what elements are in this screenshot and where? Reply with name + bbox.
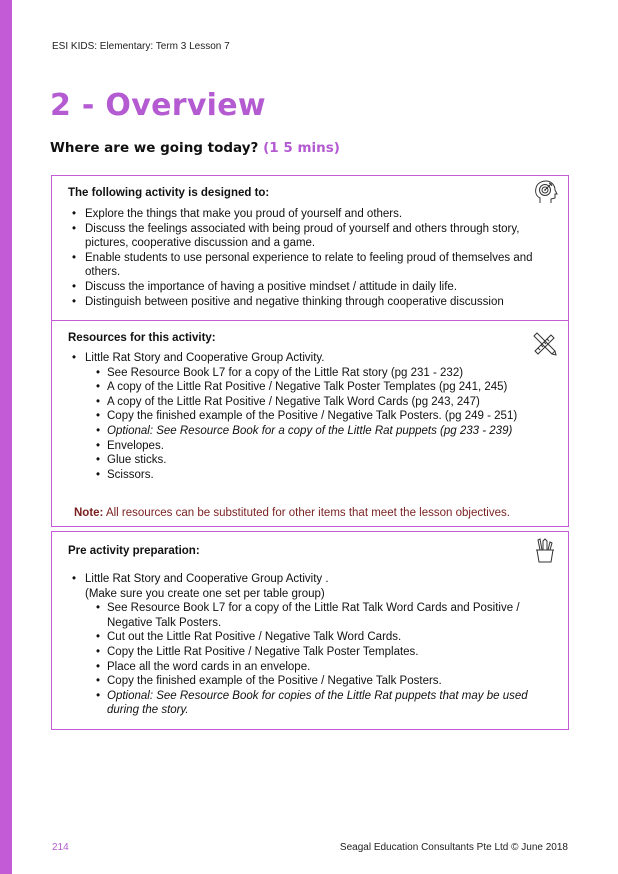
pencil-cup-icon: [532, 538, 558, 564]
left-accent-bar: [0, 0, 12, 874]
activity-list: [72, 207, 560, 309]
list-item: • Optional: See Resource Book for copies of the Little Rat puppets that may be used during the story.: [96, 689, 560, 718]
resources-list: [72, 351, 560, 482]
resources-note: [74, 507, 510, 519]
note-text: All resources can be substituted for other items that meet the lesson objectives.: [105, 507, 510, 519]
preparation-heading: Pre activity preparation:: [68, 545, 200, 557]
preparation-sublist: [85, 601, 560, 718]
list-item: • Discuss the feelings associated with being proud of yourself and others through story, pictures, cooperative discussion and a game.: [72, 222, 560, 251]
subtitle-text: Where are we going today?: [50, 140, 259, 156]
list-item: • Discuss the importance of having a positive mindset / attitude in daily life.: [72, 280, 560, 295]
resources-heading: Resources for this activity:: [68, 332, 216, 344]
resources-main-item: Little Rat Story and Cooperative Group Activity.: [85, 352, 325, 364]
list-item: • Optional: See Resource Book for a copy of the Little Rat puppets (pg 233 - 239): [96, 424, 560, 439]
list-item: • Explore the things that make you proud of yourself and others.: [72, 207, 560, 222]
list-item: • A copy of the Little Rat Positive / Negative Talk Word Cards (pg 243, 247): [96, 395, 560, 410]
list-item: • Copy the Little Rat Positive / Negative Talk Poster Templates.: [96, 645, 560, 660]
preparation-main-note: (Make sure you create one set per table group): [85, 587, 325, 600]
list-item: • Cut out the Little Rat Positive / Negative Talk Word Cards.: [96, 630, 560, 645]
list-item: • Envelopes.: [96, 439, 560, 454]
list-item: • Copy the finished example of the Positive / Negative Talk Posters.: [96, 674, 560, 689]
list-item: • See Resource Book L7 for a copy of the Little Rat Talk Word Cards and Positive / Negative Talk Posters.: [96, 601, 560, 630]
section-subtitle: [50, 140, 340, 156]
list-item: • See Resource Book L7 for a copy of the Little Rat story (pg 231 - 232): [96, 366, 560, 381]
list-item: • Enable students to use personal experience to relate to feeling proud of themselves and others.: [72, 251, 560, 280]
page-number: 214: [52, 842, 69, 853]
list-item: • Copy the finished example of the Positive / Negative Talk Posters. (pg 249 - 251): [96, 409, 560, 424]
activity-heading: The following activity is designed to:: [68, 187, 270, 199]
resources-sublist: [85, 366, 560, 483]
list-item: [72, 351, 560, 482]
note-label: Note:: [74, 507, 104, 519]
resources-box: [51, 320, 569, 527]
preparation-box: [51, 531, 569, 730]
list-item: • A copy of the Little Rat Positive / Negative Talk Poster Templates (pg 241, 245): [96, 380, 560, 395]
head-target-icon: [532, 179, 558, 205]
page-title: 2 - Overview: [50, 88, 266, 123]
page-header: ESI KIDS: Elementary: Term 3 Lesson 7: [52, 41, 230, 52]
preparation-main-item: Little Rat Story and Cooperative Group Activity .: [85, 573, 329, 585]
subtitle-time: (1 5 mins): [263, 140, 340, 156]
list-item: • Place all the word cards in an envelope.: [96, 660, 560, 675]
footer-copyright: Seagal Education Consultants Pte Ltd © June 2018: [339, 842, 568, 853]
activity-objectives-box: [51, 175, 569, 321]
list-item: • Glue sticks.: [96, 453, 560, 468]
list-item: • Scissors.: [96, 468, 560, 483]
preparation-list: [72, 572, 560, 718]
list-item: [72, 572, 560, 718]
list-item: • Distinguish between positive and negative thinking through cooperative discussion: [72, 295, 560, 310]
